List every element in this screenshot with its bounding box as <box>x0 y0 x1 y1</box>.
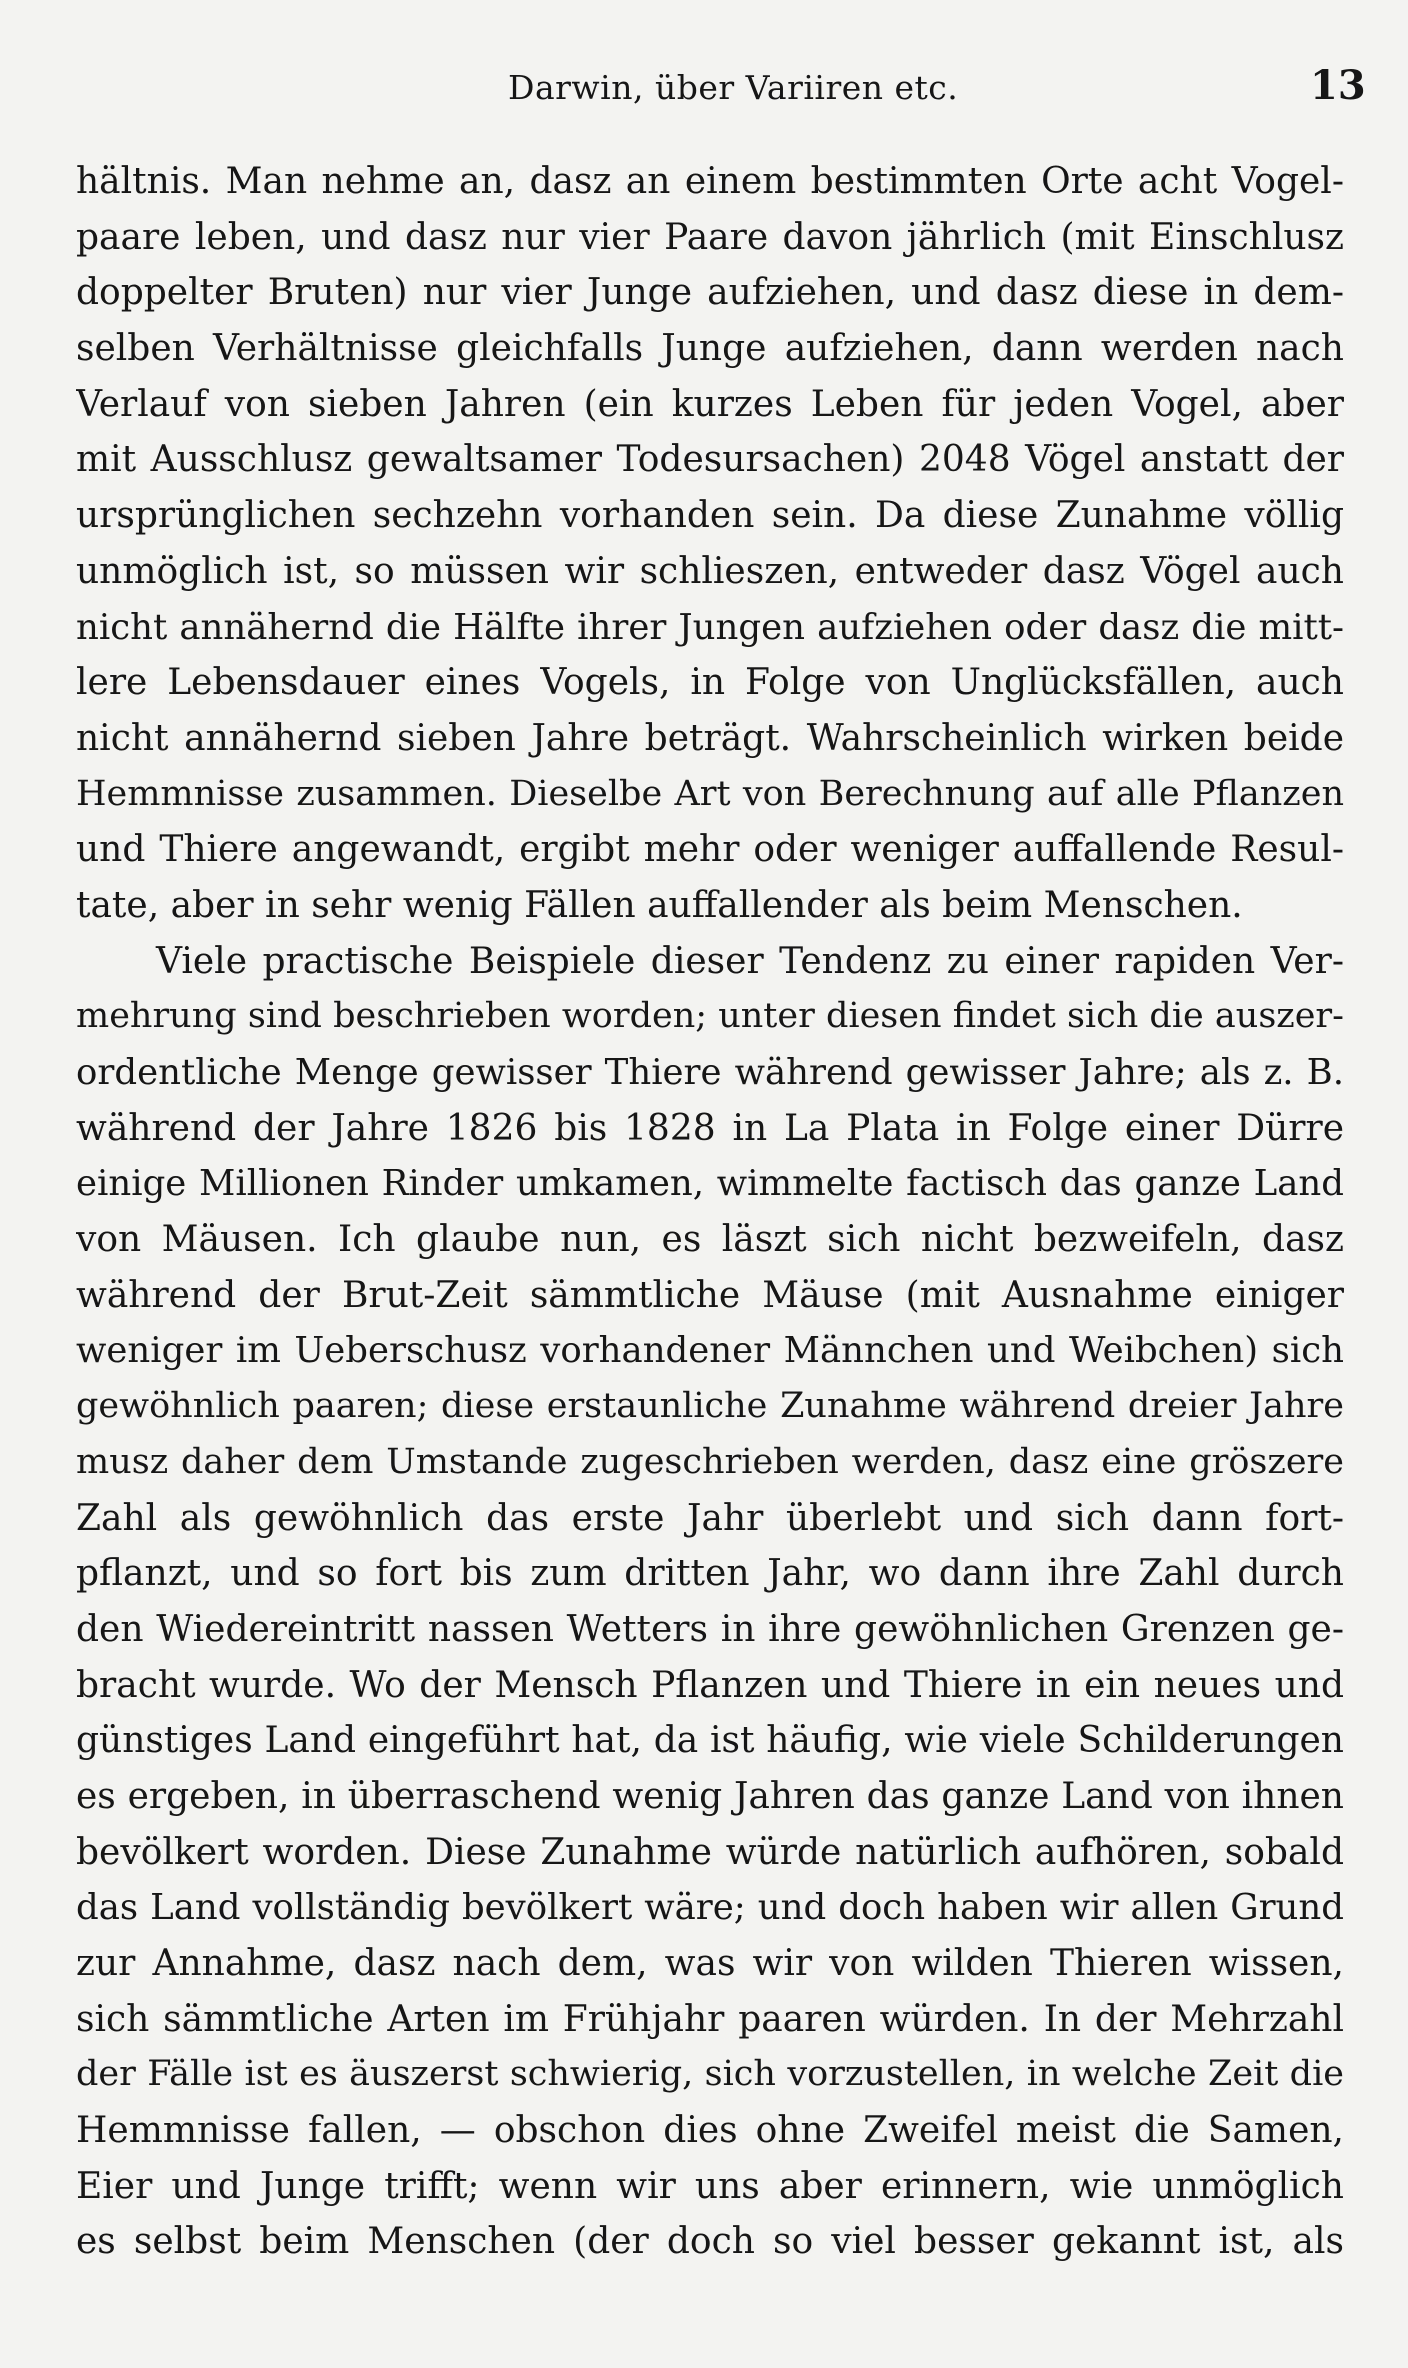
text-line: es ergeben, in überraschend wenig Jahren das ganze Land von ihnen <box>76 1775 1344 1817</box>
text-line: der Fälle ist es äuszerst schwierig, sich vorzustellen, in welche Zeit die <box>76 2054 1344 2095</box>
paragraph-start-line: Viele practische Beispiele dieser Tendenz zu einer rapiden Ver- <box>156 940 1344 982</box>
text-line: pflanzt, und so fort bis zum dritten Jahr, wo dann ihre Zahl durch <box>76 1553 1344 1595</box>
text-line: musz daher dem Umstande zugeschrieben werden, dasz eine gröszere <box>76 1441 1344 1482</box>
text-line: den Wiedereintritt nassen Wetters in ihre gewöhnlichen Grenzen ge- <box>76 1608 1344 1650</box>
text-line: ursprünglichen sechzehn vorhanden sein. Da diese Zunahme völlig <box>76 495 1344 537</box>
body-text <box>76 154 1344 2270</box>
text-line: einige Millionen Rinder umkamen, wimmelte factisch das ganze Land <box>76 1163 1344 1205</box>
text-line: gewöhnlich paaren; diese erstaunliche Zunahme während dreier Jahre <box>76 1386 1344 1427</box>
text-line: weniger im Ueberschusz vorhandener Männchen und Weibchen) sich <box>76 1330 1344 1372</box>
text-line: mehrung sind beschrieben worden; unter diesen findet sich die auszer- <box>76 996 1344 1037</box>
text-line: von Mäusen. Ich glaube nun, es läszt sich nicht bezweifeln, dasz <box>76 1219 1344 1261</box>
text-line: paare leben, und dasz nur vier Paare davon jährlich (mit Einschlusz <box>76 216 1344 258</box>
text-line: das Land vollständig bevölkert wäre; und doch haben wir allen Grund <box>76 1887 1344 1929</box>
text-line: während der Brut-Zeit sämmtliche Mäuse (mit Ausnahme einiger <box>76 1274 1344 1316</box>
text-line: bracht wurde. Wo der Mensch Pflanzen und Thiere in ein neues und <box>76 1664 1344 1706</box>
text-line: mit Ausschlusz gewaltsamer Todesursachen) 2048 Vögel anstatt der <box>76 439 1344 481</box>
running-title: Darwin, über Variiren etc. <box>508 68 959 107</box>
text-line: günstiges Land eingeführt hat, da ist häufig, wie viele Schilderungen <box>76 1720 1344 1762</box>
text-line: hältnis. Man nehme an, dasz an einem bestimmten Orte acht Vogel- <box>76 161 1344 202</box>
text-line: Hemmnisse zusammen. Dieselbe Art von Berechnung auf alle Pflanzen <box>76 773 1344 814</box>
text-line: lere Lebensdauer eines Vogels, in Folge von Unglücksfällen, auch <box>76 662 1344 704</box>
text-line: ordentliche Menge gewisser Thiere während gewisser Jahre; als z. B. <box>76 1052 1344 1093</box>
text-line: Verlauf von sieben Jahren (ein kurzes Leben für jeden Vogel, aber <box>76 383 1344 425</box>
text-line: während der Jahre 1826 bis 1828 in La Plata in Folge einer Dürre <box>76 1107 1344 1149</box>
text-line: zur Annahme, dasz nach dem, was wir von wilden Thieren wissen, <box>76 1943 1344 1984</box>
text-line: bevölkert worden. Diese Zunahme würde natürlich aufhören, sobald <box>76 1831 1344 1873</box>
text-line: doppelter Bruten) nur vier Junge aufziehen, und dasz diese in dem- <box>76 272 1344 314</box>
text-line: Zahl als gewöhnlich das erste Jahr überlebt und sich dann fort- <box>76 1497 1344 1539</box>
text-line: Hemmnisse fallen, — obschon dies ohne Zweifel meist die Samen, <box>76 2110 1344 2152</box>
text-line: selben Verhältnisse gleichfalls Junge aufziehen, dann werden nach <box>76 328 1344 370</box>
text-line: und Thiere angewandt, ergibt mehr oder weniger auffallende Resul- <box>76 829 1344 871</box>
text-line: es selbst beim Menschen (der doch so viel besser gekannt ist, als <box>76 2221 1344 2263</box>
paragraph-end-line: tate, aber in sehr wenig Fällen auffallender als beim Menschen. <box>76 884 1243 926</box>
page-number: 13 <box>1310 62 1366 109</box>
text-line: nicht annähernd die Hälfte ihrer Jungen aufziehen oder dasz die mitt- <box>76 606 1344 648</box>
text-line: unmöglich ist, so müssen wir schlieszen, entweder dasz Vögel auch <box>76 550 1344 592</box>
text-line: sich sämmtliche Arten im Frühjahr paaren würden. In der Mehrzahl <box>76 1998 1344 2040</box>
text-line: nicht annähernd sieben Jahre beträgt. Wahrscheinlich wirken beide <box>76 717 1344 759</box>
text-line: Eier und Junge trifft; wenn wir uns aber erinnern, wie unmöglich <box>76 2165 1344 2207</box>
